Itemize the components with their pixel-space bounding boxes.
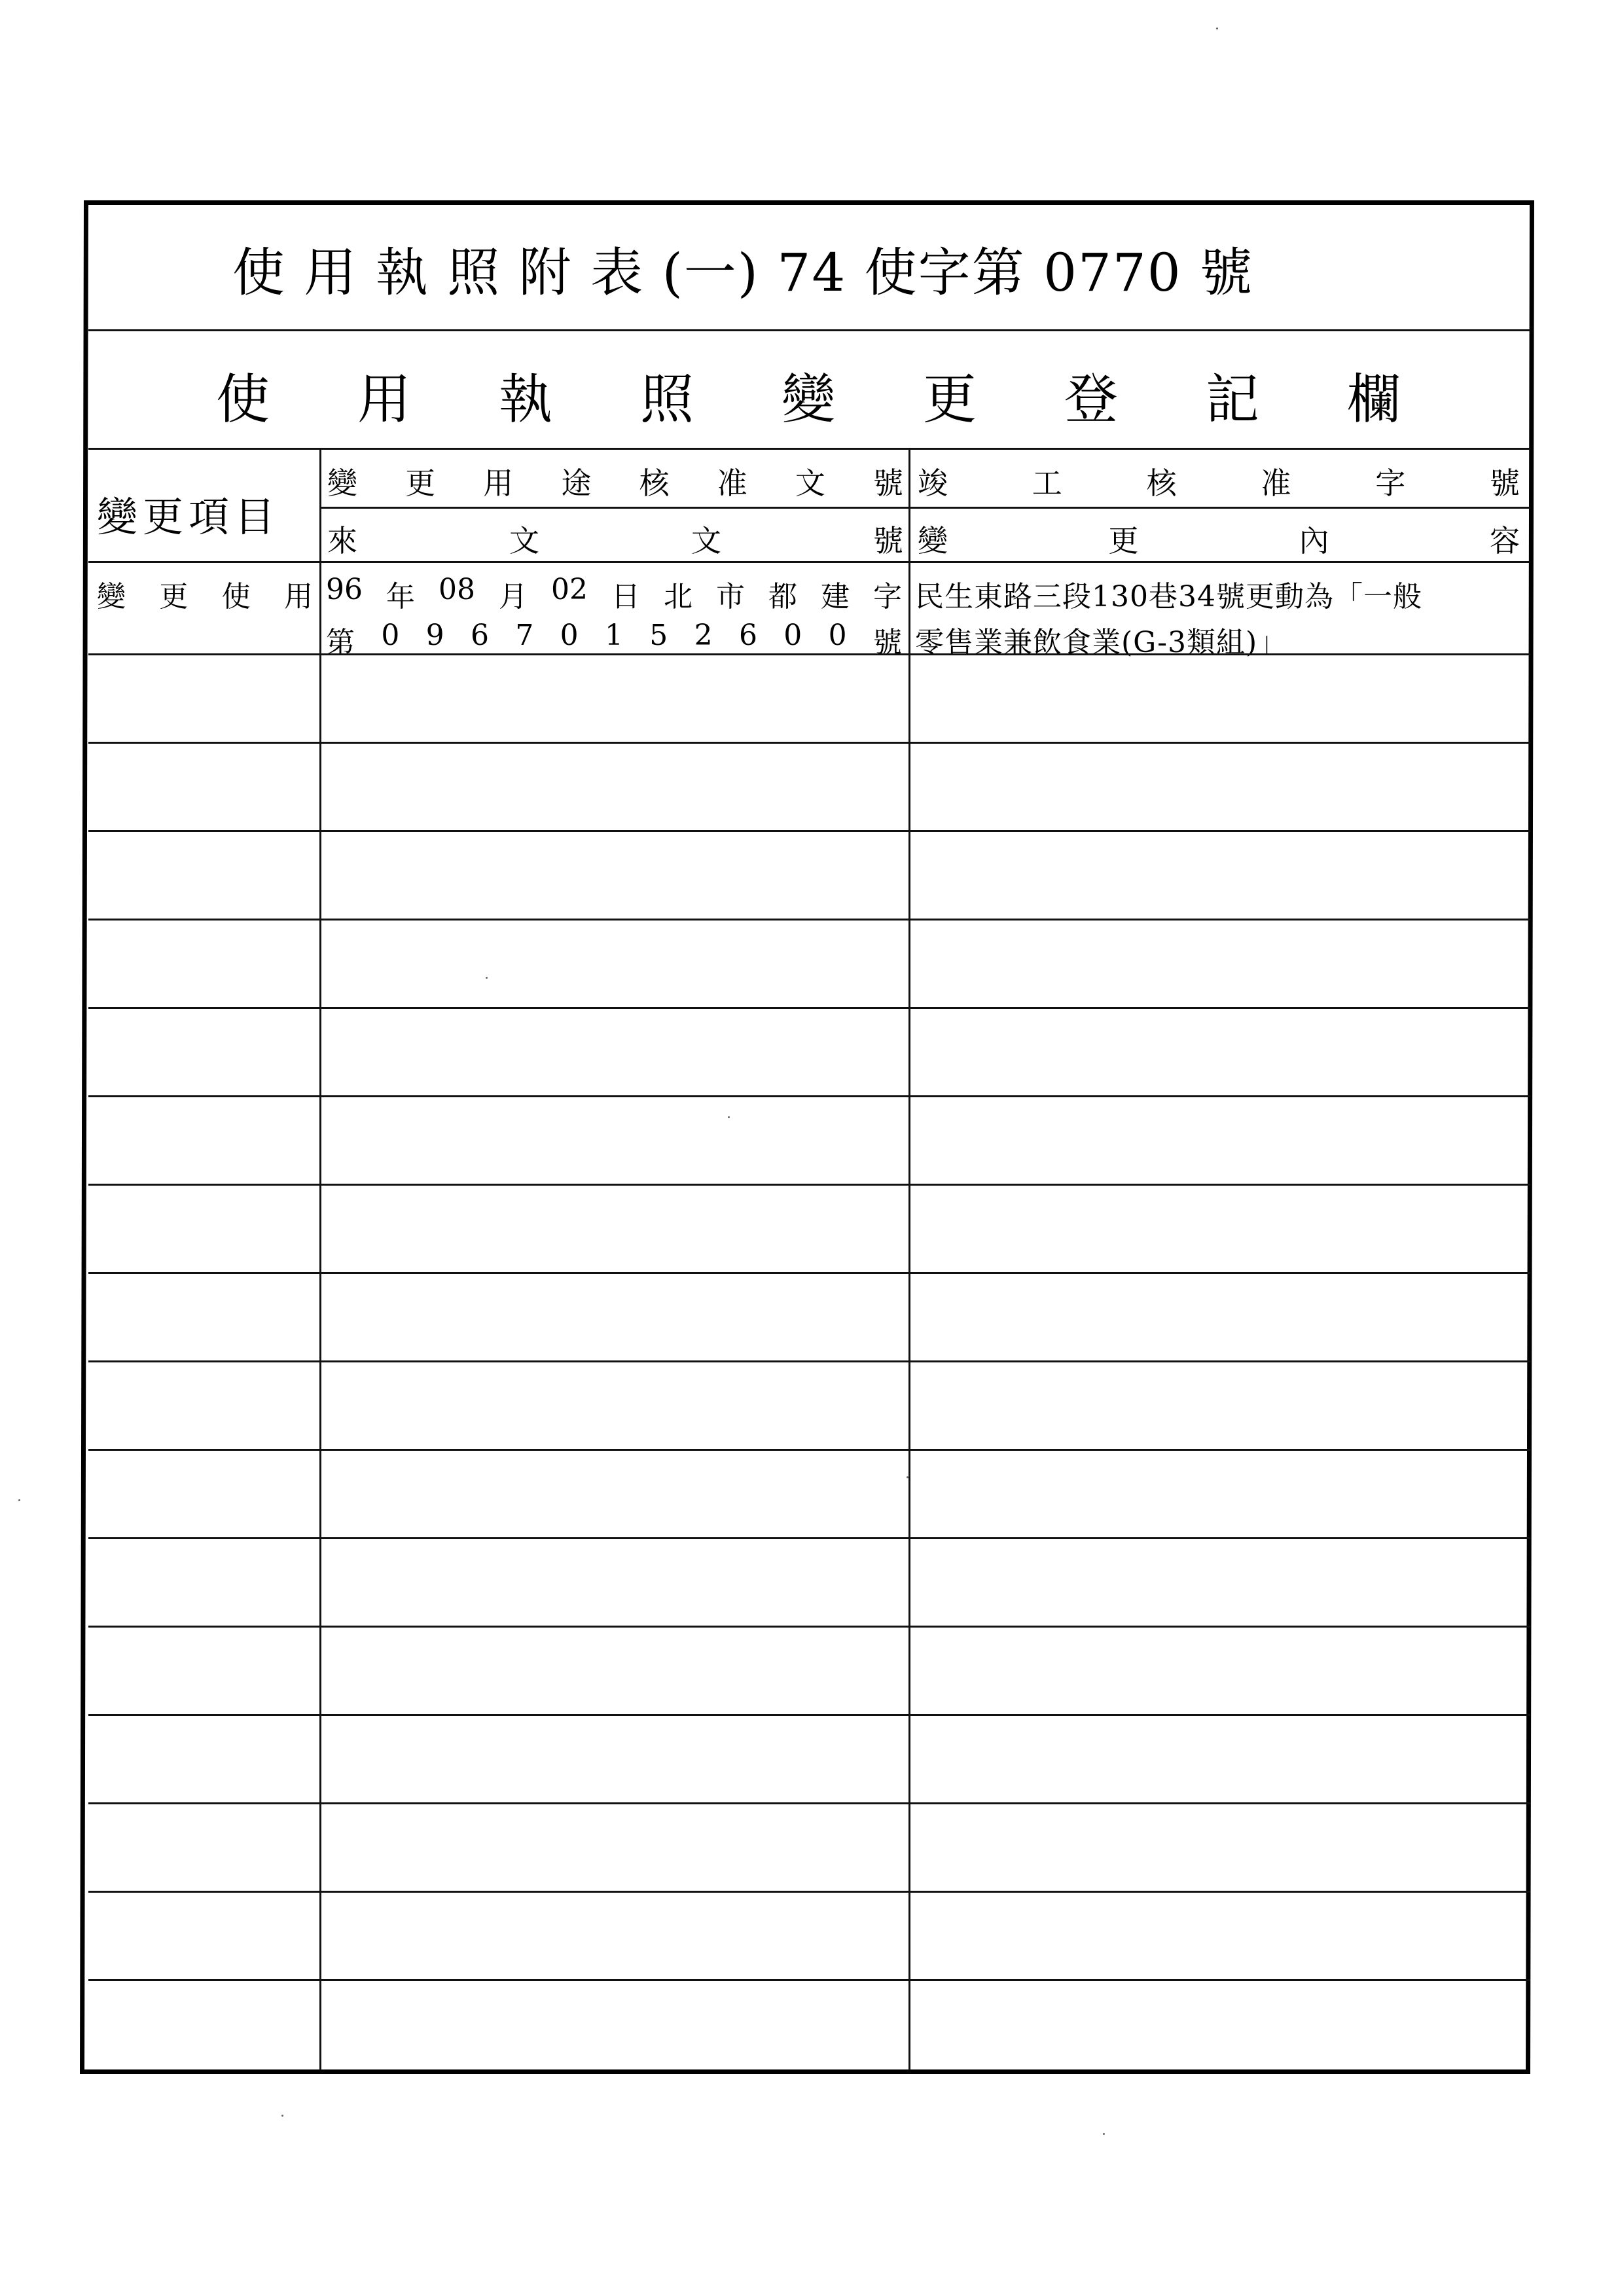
entry-char: 02 xyxy=(551,573,588,606)
entry-char: 0 xyxy=(560,619,579,652)
entry-char: 08 xyxy=(439,573,475,606)
entry-char: 第 xyxy=(326,626,355,659)
row-divider xyxy=(88,1007,1530,1009)
header-char: 文 xyxy=(691,523,721,558)
scan-speck xyxy=(486,977,488,979)
entry-char: 使 xyxy=(221,580,251,613)
entry-char: 0 xyxy=(381,619,400,652)
scan-speck xyxy=(281,2115,283,2117)
column-divider-1 xyxy=(319,448,321,2070)
header-char: 用 xyxy=(483,465,514,501)
entry-char: 6 xyxy=(470,619,489,652)
header-char: 變 xyxy=(327,465,357,501)
entry-content-line1: 民生東路三段130巷34號更動為「一般 xyxy=(915,580,1422,613)
row-divider xyxy=(88,1272,1530,1274)
header-char: 准 xyxy=(1261,465,1291,501)
column-divider-2 xyxy=(908,448,910,2070)
header-char: 途 xyxy=(561,465,592,501)
header-char: 竣 xyxy=(918,465,948,501)
header-char: 核 xyxy=(1146,465,1177,501)
header-change-content xyxy=(918,517,1520,560)
header-char: 工 xyxy=(1032,465,1062,501)
entry-char: 1 xyxy=(604,619,623,652)
scan-speck xyxy=(1103,2133,1105,2135)
entry-char: 變 xyxy=(97,580,126,613)
header-char: 更 xyxy=(1108,523,1139,558)
header-char: 變 xyxy=(918,523,948,558)
scan-speck xyxy=(18,1499,20,1501)
subtitle-char: 登 xyxy=(1064,369,1118,431)
subtitle-char: 執 xyxy=(498,369,552,431)
header-change-item: 變更項目 xyxy=(97,493,281,541)
subtitle-char: 使 xyxy=(216,369,270,431)
entry-char: 9 xyxy=(425,619,444,652)
row-divider xyxy=(88,1714,1530,1716)
entry-char: 7 xyxy=(515,619,534,652)
entry-char: 6 xyxy=(738,619,757,652)
entry-char: 2 xyxy=(694,619,713,652)
subtitle-divider xyxy=(88,448,1530,450)
header-char: 號 xyxy=(872,465,903,501)
row-divider xyxy=(88,919,1530,920)
header-char: 內 xyxy=(1299,523,1329,558)
scan-speck xyxy=(1216,27,1218,29)
row-divider xyxy=(88,1360,1530,1362)
entry-char: 用 xyxy=(283,580,313,613)
title-divider xyxy=(88,329,1530,331)
subtitle-char: 記 xyxy=(1205,369,1259,431)
row-divider xyxy=(88,1184,1530,1186)
header-char: 號 xyxy=(873,523,903,558)
header-char: 文 xyxy=(795,465,825,501)
entry-char: 北 xyxy=(664,580,692,613)
row-divider xyxy=(88,1891,1530,1893)
header-char: 准 xyxy=(717,465,747,501)
header-mid-divider xyxy=(319,507,1530,509)
row-divider xyxy=(88,1626,1530,1628)
header-approval-doc-no xyxy=(327,460,903,503)
row-divider xyxy=(88,1537,1530,1539)
row-divider xyxy=(88,1979,1530,1981)
header-completion-no xyxy=(918,460,1520,503)
header-char: 來 xyxy=(327,523,357,558)
subtitle-char: 變 xyxy=(781,369,835,431)
header-char: 文 xyxy=(509,523,539,558)
header-divider xyxy=(88,561,1530,563)
subtitle-char: 欄 xyxy=(1346,369,1401,431)
entry-char: 年 xyxy=(386,580,415,613)
row-divider xyxy=(88,742,1530,744)
entry-char: 日 xyxy=(611,580,640,613)
entry-divider xyxy=(88,653,1530,655)
form-title: 使 用 執 照 附 表 (一) 74 使字第 0770 號 xyxy=(232,242,1254,303)
entry-char: 0 xyxy=(828,619,847,652)
scan-speck xyxy=(907,1476,908,1478)
entry-char: 字 xyxy=(873,580,902,613)
header-char: 核 xyxy=(639,465,670,501)
entry-char: 96 xyxy=(326,573,363,606)
row-divider xyxy=(88,1449,1530,1451)
header-char: 更 xyxy=(405,465,436,501)
entry-char: 都 xyxy=(768,580,797,613)
header-char: 容 xyxy=(1489,523,1520,558)
entry-content-line2: 零售業兼飲食業(G-3類組)」 xyxy=(915,626,1287,659)
row-divider xyxy=(88,830,1530,832)
entry-char: 0 xyxy=(783,619,802,652)
scan-speck xyxy=(728,1116,730,1118)
row-divider xyxy=(88,1802,1530,1804)
header-char: 字 xyxy=(1375,465,1406,501)
subtitle-char: 用 xyxy=(357,369,411,431)
entry-char: 建 xyxy=(821,580,850,613)
row-divider xyxy=(88,1095,1530,1097)
entry-doc-line1 xyxy=(326,573,902,615)
entry-char: 更 xyxy=(159,580,189,613)
header-char: 號 xyxy=(1489,465,1520,501)
subtitle-char: 照 xyxy=(639,369,694,431)
header-incoming-doc-no xyxy=(327,517,903,560)
form-subtitle xyxy=(216,357,1401,433)
entry-change-item xyxy=(97,573,313,615)
entry-char: 市 xyxy=(716,580,745,613)
entry-char: 5 xyxy=(649,619,668,652)
entry-char: 月 xyxy=(499,580,528,613)
entry-char: 號 xyxy=(872,626,902,659)
subtitle-char: 更 xyxy=(922,369,977,431)
